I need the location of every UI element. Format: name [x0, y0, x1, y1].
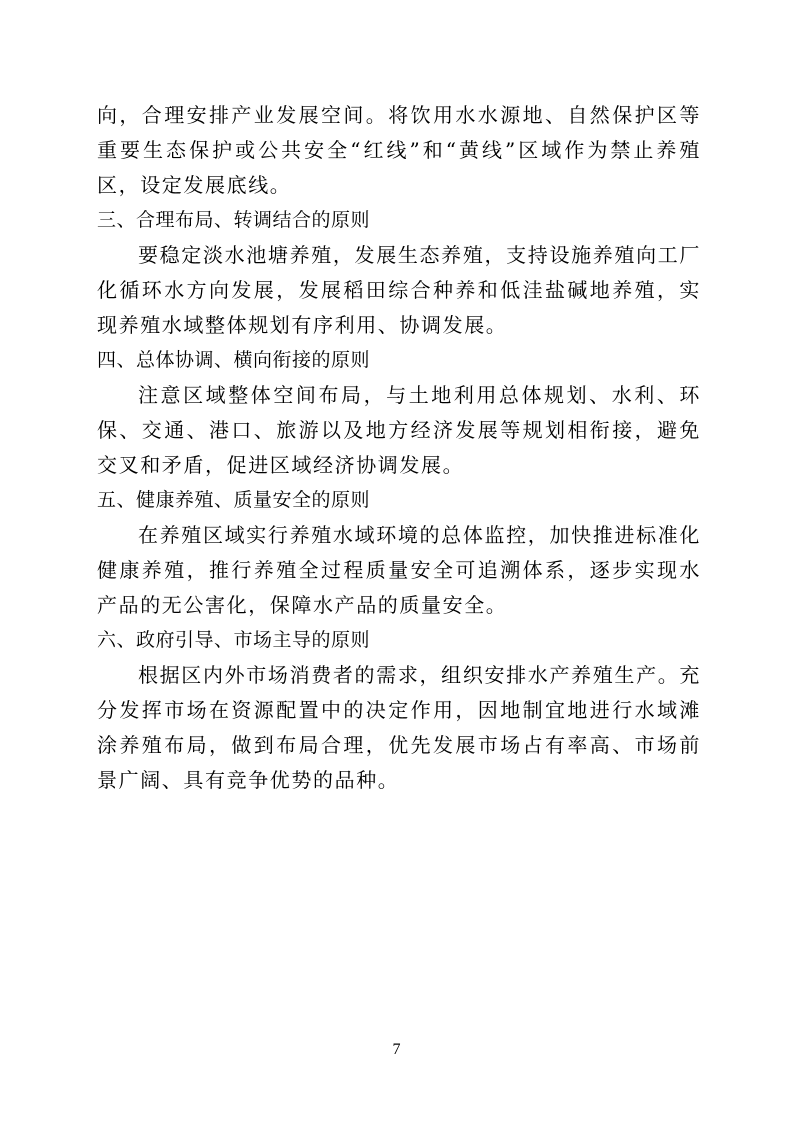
page-number: 7 [392, 1041, 401, 1058]
section-heading-3: 三、合理布局、转调结合的原则 [97, 209, 371, 231]
section-heading-4: 四、总体协调、横向衔接的原则 [97, 349, 371, 371]
section-heading-5: 五、健康养殖、质量安全的原则 [97, 489, 371, 511]
intro-paragraph: 向，合理安排产业发展空间。将饮用水水源地、自然保护区等重要生态保护或公共安全“红线”和“黄线”区域作为禁止养殖区，设定发展底线。 [97, 103, 701, 197]
section-body-6: 根据区内外市场消费者的需求，组织安排水产养殖生产。充分发挥市场在资源配置中的决定作用，因地制宜地进行水域滩涂养殖布局，做到布局合理，优先发展市场占有率高、市场前景广阔、具有竞争优势的品种。 [97, 663, 701, 792]
section-body-4: 注意区域整体空间布局，与土地利用总体规划、水利、环保、交通、港口、旅游以及地方经济发展等规划相衔接，避免交叉和矛盾，促进区域经济协调发展。 [97, 383, 701, 477]
section-body-5: 在养殖区域实行养殖水域环境的总体监控，加快推进标准化健康养殖，推行养殖全过程质量安全可追溯体系，逐步实现水产品的无公害化，保障水产品的质量安全。 [97, 523, 701, 617]
section-body-3: 要稳定淡水池塘养殖，发展生态养殖，支持设施养殖向工厂化循环水方向发展，发展稻田综合种养和低洼盐碱地养殖，实现养殖水域整体规划有序利用、协调发展。 [97, 243, 701, 337]
document-body [97, 98, 701, 798]
section-heading-6: 六、政府引导、市场主导的原则 [97, 629, 371, 651]
